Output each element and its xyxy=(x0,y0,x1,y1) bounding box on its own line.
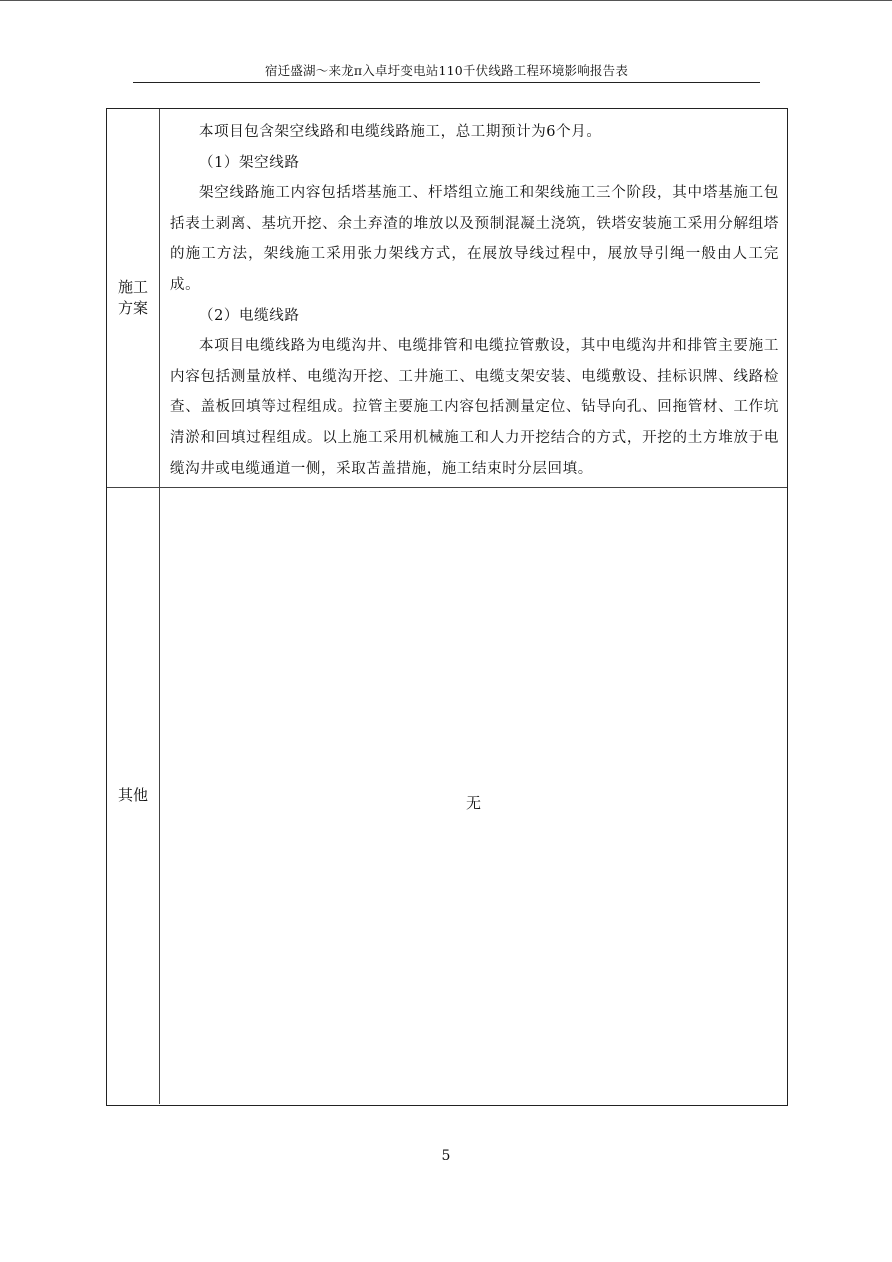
other-row xyxy=(107,487,787,1104)
report-table xyxy=(106,108,788,1106)
page-top-border xyxy=(0,0,892,1)
construction-plan-label-line2: 方案 xyxy=(117,299,148,317)
cable-line-paragraph: 本项目电缆线路为电缆沟井、电缆排管和电缆拉管敷设，其中电缆沟井和排管主要施工内容包括测量放样、电缆沟开挖、工井施工、电缆支架安装、电缆敷设、挂标识牌、线路检查、盖板回填等过程组成。拉管主要施工内容包括测量定位、钻导向孔、回拖管材、工作坑清淤和回填过程组成。以上施工采用机械施工和人力开挖结合的方式，开挖的土方堆放于电缆沟井或电缆通道一侧，采取苫盖措施，施工结束时分层回填。 xyxy=(170,338,779,477)
overhead-line-heading: （1）架空线路 xyxy=(199,154,300,171)
running-header: 宿迁盛湖～来龙π入卓圩变电站110千伏线路工程环境影响报告表 xyxy=(133,60,760,83)
other-label: 其他 xyxy=(107,487,160,1104)
construction-plan-row xyxy=(107,109,787,488)
page-number: 5 xyxy=(441,1148,451,1164)
construction-plan-label-line1: 施工 xyxy=(117,278,148,296)
cable-line-heading: （2）电缆线路 xyxy=(199,307,300,324)
intro-paragraph: 本项目包含架空线路和电缆线路施工，总工期预计为6个月。 xyxy=(199,124,602,140)
other-value: 无 xyxy=(465,794,481,812)
construction-plan-content xyxy=(160,109,787,487)
overhead-line-paragraph: 架空线路施工内容包括塔基施工、杆塔组立施工和架线施工三个阶段，其中塔基施工包括表土剥离、基坑开挖、余土弃渣的堆放以及预制混凝土浇筑，铁塔安装施工采用分解组塔的施工方法，架线施工采用张力架线方式，在展放导线过程中，展放导引绳一般由人工完成。 xyxy=(170,185,779,293)
other-content xyxy=(160,487,787,1104)
construction-plan-label xyxy=(107,109,160,487)
